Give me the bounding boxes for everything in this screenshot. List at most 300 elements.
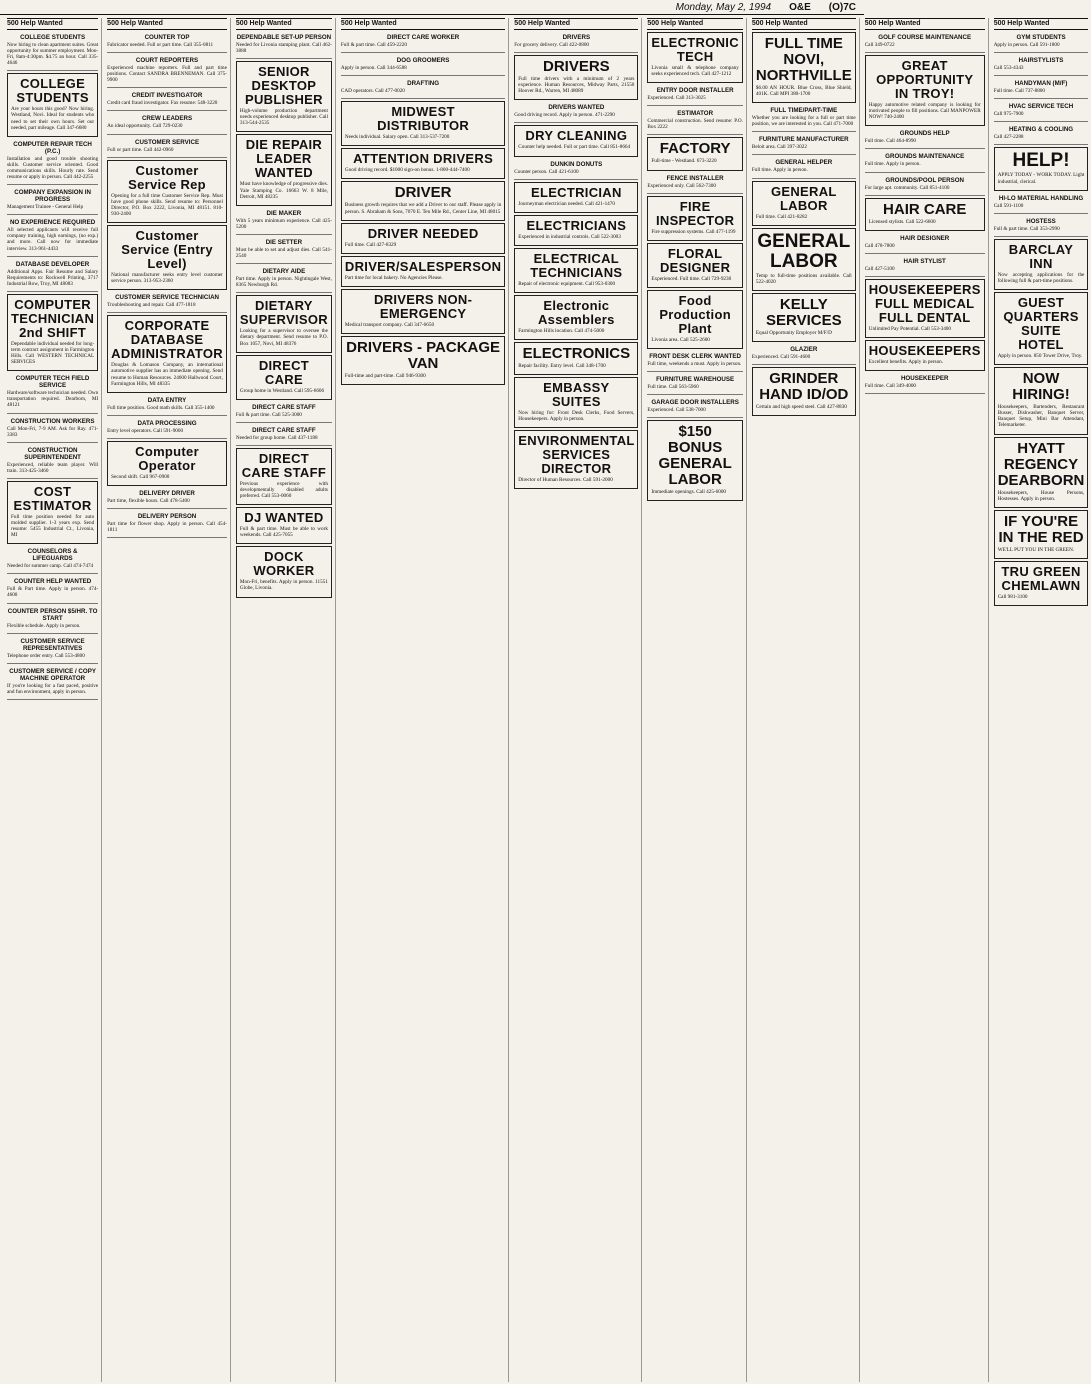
ad-headline: DRIVERS bbox=[562, 34, 591, 41]
classified-ad bbox=[865, 373, 985, 394]
classified-ad bbox=[994, 78, 1089, 99]
classified-ad bbox=[647, 374, 743, 395]
ad-body: Counter help needed. Full or part time. Call 851-8664 bbox=[518, 144, 631, 151]
ad-body: Experienced. Call 313-3025 bbox=[647, 95, 706, 102]
classified-ad bbox=[236, 295, 332, 352]
ad-headline: DRY CLEANING bbox=[525, 128, 628, 144]
ad-headline: COMPUTER REPAIR TECH (P.C.) bbox=[13, 140, 92, 155]
ad-body: Now hiring to clean apartment suites. Great opportunity for summer employment. Mon-Fri, 8am-4:30pm. $4.75 an hour. Call 335-4646 bbox=[7, 42, 99, 67]
ad-body: Now accepting applications for the following full & part-time positions. bbox=[997, 271, 1085, 284]
ad-body: Full & Part time. Apply in person. 474-4600 bbox=[7, 586, 99, 599]
classified-ad bbox=[7, 217, 98, 256]
ad-headline: MIDWEST DISTRIBUTOR bbox=[377, 104, 470, 134]
ad-body: Dependable individual needed for long-term contract assignment in Farmington Hills. Call WESTERN TECHNICAL SERVICES bbox=[11, 340, 95, 366]
ad-body: Experienced. Call 591-4600 bbox=[751, 353, 811, 360]
ad-body: Hardware/software technician needed. Own transportation required. Dearborn, MI 48121 bbox=[7, 390, 99, 409]
ad-headline: CREDIT INVESTIGATOR bbox=[131, 92, 203, 100]
classified-ad bbox=[7, 666, 98, 700]
ad-body: Opening for a full time Customer Service Rep. Must have good phone skills. Send resume to: Personnel Director, P.O. Box 2222, Livonia, MI 48151. 810-930-2400 bbox=[111, 192, 223, 217]
ad-headline: HELP! bbox=[1012, 150, 1070, 172]
ad-body: Mon-Fri, benefits. Apply in person. 11551 Globe, Livonia. bbox=[239, 579, 328, 592]
ad-headline: DATABASE DEVELOPER bbox=[15, 260, 90, 268]
ad-headline: Food Production Plant bbox=[659, 292, 731, 336]
ad-body: Are your hours this good? Now hiring. Westland, Novi. Ideal for students who need to set their own hours. Set our needed, part mileage. Call 347-6680 bbox=[11, 106, 95, 131]
ad-headline: COMPANY EXPANSION IN PROGRESS bbox=[14, 189, 91, 204]
classified-ad bbox=[865, 198, 985, 231]
classified-ad bbox=[514, 182, 638, 213]
ad-body: Full time, weekends a must. Apply in person. bbox=[647, 360, 742, 367]
ad-body: Full time. Call 427-8329 bbox=[344, 241, 397, 248]
classified-ad bbox=[514, 342, 638, 375]
ad-headline: HOSTESS bbox=[1026, 217, 1056, 225]
classified-ad bbox=[647, 108, 743, 135]
classified-ad bbox=[865, 279, 985, 338]
classified-ad bbox=[341, 289, 505, 334]
ad-headline: BARCLAY INN bbox=[1008, 241, 1074, 271]
ad-body: Full & part time. Call 353-2990 bbox=[993, 225, 1060, 232]
ad-headline: DIRECT CARE STAFF bbox=[252, 403, 316, 411]
ad-headline: HANDYMAN (M/F) bbox=[1014, 80, 1068, 88]
classified-ad bbox=[514, 295, 638, 340]
classified-ad bbox=[994, 510, 1089, 559]
ad-body: Housekeepers, House Persons, Hostesses. Apply in person. bbox=[997, 489, 1085, 502]
classified-ad bbox=[107, 315, 227, 392]
ad-headline: ELECTRICAL TECHNICIANS bbox=[530, 250, 623, 280]
ad-body: Apply in person. Call 591-1800 bbox=[993, 42, 1060, 48]
classified-ad bbox=[865, 233, 985, 254]
classified-ad bbox=[7, 445, 98, 479]
classified-column bbox=[862, 18, 989, 1382]
classified-ad bbox=[647, 32, 743, 83]
ad-body: APPLY TODAY - WORK TODAY. Light industrial, clerical. bbox=[997, 172, 1085, 185]
ad-body: Needed for group home. Call 437-1188 bbox=[235, 434, 318, 441]
ad-headline: ELECTRICIANS bbox=[526, 217, 627, 233]
ad-body: High-volume production department needs experienced desktop publisher. Call 313-544-2535 bbox=[239, 108, 328, 127]
ad-headline: Computer Operator bbox=[135, 443, 199, 473]
ad-body: If you're looking for a fast paced, positive and fun environment, apply in person. bbox=[7, 682, 99, 695]
ad-body: Good driving record. Apply in person. 471-2290 bbox=[514, 112, 615, 119]
masthead-page-number: (O)7C bbox=[828, 1, 856, 13]
ad-body: Director of Human Resources. Call 591-2000 bbox=[518, 477, 613, 484]
classified-ad bbox=[514, 55, 638, 100]
ad-headline: DOCK WORKER bbox=[253, 549, 315, 579]
ad-headline: COST ESTIMATOR bbox=[13, 483, 92, 513]
classified-ad bbox=[236, 546, 332, 597]
ad-headline: ESTIMATOR bbox=[677, 110, 714, 118]
category-heading: 500 Help Wanted bbox=[752, 18, 856, 30]
classified-ad bbox=[752, 344, 856, 365]
ad-headline: GARAGE DOOR INSTALLERS bbox=[651, 399, 739, 407]
classified-ad bbox=[865, 128, 985, 149]
ad-body: Full time drivers with a minimum of 2 years experience. Human Resources, Midway Parts, 21550 Hoover Rd., Warren, MI 48089 bbox=[518, 76, 635, 95]
ad-headline: $150 BONUS GENERAL LABOR bbox=[658, 423, 732, 489]
category-heading: 500 Help Wanted bbox=[236, 18, 332, 30]
ad-body: Installation and good trouble shooting skills. Customer service oriented. Good communications skills. Hourly rate. Send resume or apply in person. Call 442-2255 bbox=[7, 155, 99, 181]
classified-ad bbox=[514, 215, 638, 246]
ad-body: Immediate openings. Call 425-6000 bbox=[651, 489, 727, 496]
classified-ad bbox=[752, 181, 856, 226]
ad-headline: ELECTRONICS bbox=[522, 345, 631, 363]
ad-body: With 5 years minimum experience. Call 425-5200 bbox=[235, 217, 332, 230]
ad-body: Counter person. Call 421-6100 bbox=[514, 168, 579, 175]
classified-ad bbox=[865, 151, 985, 172]
ad-headline: IF YOU'RE IN THE RED bbox=[998, 512, 1084, 546]
ad-headline: DRAFTING bbox=[407, 80, 440, 88]
ad-body: Full time. Call 421-8282 bbox=[755, 213, 808, 220]
ad-headline: ELECTRONIC TECH bbox=[651, 35, 739, 64]
ad-headline: GENERAL LABOR bbox=[770, 183, 837, 213]
classified-column bbox=[511, 18, 642, 1382]
ad-headline: COMPUTER TECH FIELD SERVICE bbox=[15, 375, 90, 390]
ad-body: Repair of electronic equipment. Call 953-0300 bbox=[518, 280, 616, 287]
ad-body: For grocery delivery. Call 422-0800 bbox=[514, 42, 590, 48]
ad-body: An ideal opportunity. Call 729-0230 bbox=[107, 123, 183, 130]
ad-headline: DRIVERS bbox=[543, 58, 610, 76]
ad-body: Previous experience with developmentally disabled adults preferred. Call 553-0060 bbox=[239, 480, 328, 500]
ad-body: CAD operators. Call 477-0020 bbox=[340, 88, 405, 95]
ad-headline: HOUSEKEEPER bbox=[900, 375, 949, 383]
ad-headline: HI-LO MATERIAL HANDLING bbox=[998, 194, 1084, 202]
ad-body: Licensed stylists. Call 522-6600 bbox=[868, 218, 936, 225]
ad-body: Full time. Call 464-8990 bbox=[864, 138, 917, 145]
classified-column bbox=[338, 18, 509, 1382]
masthead-date: Monday, May 2, 1994 bbox=[675, 1, 772, 13]
ad-headline: ELECTRICIAN bbox=[530, 184, 622, 200]
ad-body: Journeyman electrician needed. Call 421-1470 bbox=[518, 200, 615, 207]
category-heading: 500 Help Wanted bbox=[341, 18, 505, 30]
ad-body: Apply in person. 850 Tower Drive, Troy. bbox=[997, 353, 1083, 360]
category-heading: 500 Help Wanted bbox=[107, 18, 227, 30]
classified-column bbox=[644, 18, 747, 1382]
ad-body: Livonia area. Call 525-2600 bbox=[651, 336, 710, 343]
ad-headline: HYATT REGENCY DEARBORN bbox=[997, 439, 1085, 489]
ad-headline: GYM STUDENTS bbox=[1016, 34, 1066, 41]
ad-headline: Customer Service Rep bbox=[128, 162, 206, 192]
ad-body: Equal Opportunity Employer M/F/D bbox=[755, 329, 832, 336]
ad-headline: DIE REPAIR LEADER WANTED bbox=[245, 137, 323, 181]
classified-ad bbox=[236, 32, 332, 59]
classified-ad bbox=[107, 488, 227, 509]
ad-body: Full time. Call 737-8800 bbox=[993, 88, 1045, 95]
ad-headline: COUNSELORS & LIFEGUARDS bbox=[27, 548, 78, 563]
classified-ad bbox=[341, 32, 505, 53]
ad-body: Looking for a supervisor to oversee the dietary department. Send resume to P.O. Box 1057, Novi, MI 48376 bbox=[239, 328, 328, 347]
classified-ad bbox=[647, 420, 743, 501]
ad-body: Telephone order entry. Call 553-4800 bbox=[7, 652, 85, 659]
classified-ad bbox=[647, 137, 743, 170]
classified-ad bbox=[994, 561, 1089, 606]
ad-body: Part time for local bakery. No Agencies Please. bbox=[344, 274, 443, 281]
classified-ad bbox=[107, 113, 227, 134]
ad-body: Full time. Call 563-5960 bbox=[647, 384, 699, 391]
classified-columns bbox=[4, 18, 1085, 1382]
ad-headline: CREW LEADERS bbox=[141, 115, 193, 123]
classified-ad bbox=[7, 636, 98, 664]
ad-body: Full time. Apply in person. bbox=[864, 161, 921, 168]
ad-headline: COUNTER PERSON $5/HR. TO START bbox=[7, 607, 98, 622]
masthead bbox=[0, 0, 864, 15]
ad-body: WE'LL PUT YOU IN THE GREEN. bbox=[997, 546, 1075, 553]
ad-headline: GRINDER HAND ID/OD bbox=[759, 370, 849, 404]
ad-headline: FURNITURE WAREHOUSE bbox=[656, 376, 735, 384]
ad-headline: NO EXPERIENCE REQUIRED bbox=[9, 219, 96, 227]
ad-headline: FENCE INSTALLER bbox=[666, 174, 724, 182]
ad-body: Additional Apps. Fair Resume and Salary Requirements to: Rockwell Printing, 3717 Industrial Row, Troy, MI 48083 bbox=[7, 268, 99, 287]
classified-ad bbox=[341, 181, 505, 220]
ad-headline: FULL TIME NOVI, NORTHVILLE bbox=[755, 35, 852, 84]
ad-body: Credit card fraud investigator. Fax resume: 548-3220 bbox=[107, 100, 218, 107]
classified-ad bbox=[107, 511, 227, 538]
classified-ad bbox=[341, 336, 505, 385]
classified-ad bbox=[341, 78, 505, 99]
ad-headline: EMBASSY SUITES bbox=[543, 380, 610, 410]
ad-headline: DATA PROCESSING bbox=[137, 419, 197, 427]
ad-body: Fire suppression systems. Call 477-1199 bbox=[651, 228, 736, 235]
classified-ad bbox=[865, 175, 985, 196]
ad-body: Beloit area. Call 397-3022 bbox=[751, 144, 807, 151]
category-heading: 500 Help Wanted bbox=[647, 18, 743, 30]
classified-ad bbox=[341, 148, 505, 179]
classified-ad bbox=[236, 507, 332, 544]
ad-body: Whether you are looking for a full or part time position, we are interested in you. Call 471-7000 bbox=[751, 115, 856, 128]
ad-headline: HAIR STYLIST bbox=[903, 257, 946, 265]
ad-headline: DELIVERY DRIVER bbox=[139, 489, 195, 497]
ad-headline: GROUNDS/POOL PERSON bbox=[885, 176, 965, 184]
category-heading: 500 Help Wanted bbox=[7, 18, 98, 30]
ad-headline: TRU GREEN CHEMLAWN bbox=[1001, 563, 1081, 593]
ad-headline: GUEST QUARTERS SUITE HOTEL bbox=[1003, 295, 1079, 353]
ad-body: For large apt. community. Call 851-4100 bbox=[864, 184, 950, 191]
classified-ad bbox=[994, 292, 1089, 365]
ad-body: Call 349-0722 bbox=[864, 42, 895, 48]
classified-ad bbox=[647, 290, 743, 349]
ad-body: Part time, flexible hours. Call 478-5400 bbox=[107, 497, 190, 504]
ad-body: Business growth requires that we add a Driver to our staff. Please apply in person. S. Abraham & Sons, 7070 E. Ten Mile Rd., Center Line, MI 48015 bbox=[344, 202, 502, 215]
ad-headline: GOLF COURSE MAINTENANCE bbox=[878, 34, 972, 41]
ad-headline: FULL TIME/PART-TIME bbox=[770, 107, 838, 115]
ad-body: Experienced. Call 538-7000 bbox=[647, 407, 706, 414]
ad-headline: DIE MAKER bbox=[266, 209, 302, 217]
classified-ad bbox=[514, 248, 638, 293]
ad-headline: HOUSEKEEPERS FULL MEDICAL FULL DENTAL bbox=[868, 281, 981, 325]
ad-body: Medical transport company. Call 347-6650 bbox=[344, 321, 435, 328]
classified-ad bbox=[7, 576, 98, 603]
ad-headline: CUSTOMER SERVICE TECHNICIAN bbox=[115, 294, 220, 302]
classified-ad bbox=[7, 546, 98, 574]
ad-body: Repair facility. Entry level. Call 348-1700 bbox=[518, 363, 606, 370]
ad-body: Call 427-5100 bbox=[864, 265, 895, 272]
ad-body: Flexible schedule. Apply in person. bbox=[7, 622, 81, 629]
ad-body: Apply in person. Call 344-6588 bbox=[340, 65, 407, 72]
ad-headline: CONSTRUCTION WORKERS bbox=[10, 417, 95, 425]
ad-headline: DIRECT CARE bbox=[258, 357, 310, 387]
ad-headline: ENVIRONMENTAL SERVICES DIRECTOR bbox=[518, 433, 635, 477]
classified-ad bbox=[7, 73, 98, 136]
ad-headline: GENERAL HELPER bbox=[775, 159, 833, 167]
ad-headline: DIE SETTER bbox=[265, 238, 303, 246]
ad-headline: DATA ENTRY bbox=[147, 396, 187, 404]
ad-headline: DIRECT CARE STAFF bbox=[241, 450, 327, 480]
ad-body: Full & part time. Must be able to work weekends. Call 425-7055 bbox=[239, 526, 328, 539]
classified-ad bbox=[107, 32, 227, 53]
ad-headline: FRONT DESK CLERK WANTED bbox=[649, 352, 742, 360]
classified-ad bbox=[341, 101, 505, 146]
classified-ad bbox=[107, 55, 227, 88]
ad-body: Management Trainee - General Help bbox=[7, 204, 84, 211]
ad-headline: DRIVER bbox=[394, 184, 452, 202]
ad-headline: DOG GROOMERS bbox=[396, 57, 450, 65]
classified-ad bbox=[107, 137, 227, 158]
classified-ad bbox=[107, 225, 227, 290]
ad-body: $6.00 AN HOUR. Blue Cross, Blue Shield, 401K. Call MPI 380-1700 bbox=[755, 85, 852, 98]
classified-ad bbox=[994, 216, 1089, 237]
classified-ad bbox=[647, 196, 743, 241]
classified-ad bbox=[994, 147, 1089, 190]
ad-body: Call 981-3100 bbox=[997, 593, 1028, 600]
ad-headline: CUSTOMER SERVICE REPRESENTATIVES bbox=[20, 637, 85, 652]
ad-headline: CUSTOMER SERVICE bbox=[135, 138, 200, 146]
classified-ad bbox=[236, 208, 332, 235]
ad-headline: FURNITURE MANUFACTURER bbox=[758, 136, 849, 144]
classified-ad bbox=[107, 441, 227, 486]
classified-ad bbox=[107, 395, 227, 416]
classified-ad bbox=[7, 32, 98, 71]
ad-body: Happy automotive related company is looking for motivated people to fill positions. Call MANPOWER NOW! 740-2400 bbox=[868, 102, 981, 121]
ad-headline: GROUNDS MAINTENANCE bbox=[885, 153, 965, 161]
ad-headline: HVAC SERVICE TECH bbox=[1008, 103, 1074, 111]
ad-headline: DRIVERS NON-EMERGENCY bbox=[374, 291, 473, 321]
classified-ad bbox=[341, 55, 505, 76]
ad-body: Experienced only. Call 562-7300 bbox=[647, 182, 716, 189]
classified-ad bbox=[107, 90, 227, 111]
ad-headline: DIRECT CARE STAFF bbox=[252, 426, 316, 434]
classified-ad bbox=[752, 105, 856, 132]
ad-body: National manufacturer seeks entry level customer service person. 313-953-2360 bbox=[111, 272, 223, 285]
ad-headline: DJ WANTED bbox=[244, 510, 324, 526]
classified-ad bbox=[236, 266, 332, 293]
classified-ad bbox=[236, 448, 332, 505]
ad-body: Housekeepers, Bartenders, Restaurant Busser, Dishwasher, Banquet Server, Banquet Setup, Mini Bar Attendant, Telemarketer. bbox=[997, 404, 1085, 429]
classified-column bbox=[104, 18, 231, 1382]
category-heading: 500 Help Wanted bbox=[865, 18, 985, 30]
classified-ad bbox=[994, 193, 1089, 214]
classified-ad bbox=[514, 102, 638, 123]
classified-column bbox=[233, 18, 336, 1382]
ad-headline: KELLY SERVICES bbox=[766, 295, 842, 329]
ad-headline: DRIVERS WANTED bbox=[548, 104, 605, 112]
masthead-section: O&E bbox=[789, 1, 811, 13]
ad-headline: HAIR DESIGNER bbox=[900, 234, 950, 242]
ad-headline: DUNKIN DONUTS bbox=[550, 160, 603, 168]
ad-headline: COURT REPORTERS bbox=[135, 57, 199, 65]
classified-ad bbox=[7, 373, 98, 413]
classified-ad bbox=[107, 292, 227, 313]
classified-ad bbox=[7, 606, 98, 634]
ad-headline: FACTORY bbox=[659, 140, 731, 158]
classified-ad bbox=[752, 293, 856, 342]
ad-body: Excellent benefits. Apply in person. bbox=[868, 359, 944, 366]
category-heading: 500 Help Wanted bbox=[514, 18, 638, 30]
classified-ad bbox=[236, 237, 332, 264]
classified-ad bbox=[752, 134, 856, 155]
ad-headline: DEPENDABLE SET-UP PERSON bbox=[236, 34, 332, 41]
ad-headline: HAIRSTYLISTS bbox=[1018, 57, 1064, 65]
classified-ad bbox=[752, 32, 856, 103]
classified-ad bbox=[236, 134, 332, 205]
ad-body: Troubleshooting and repair. Call 477-1818 bbox=[107, 302, 196, 309]
ad-headline: GENERAL LABOR bbox=[757, 230, 851, 272]
ad-body: Experienced. Full time. Call 729-9230 bbox=[651, 275, 732, 282]
ad-headline: DRIVERS - PACKAGE VAN bbox=[346, 338, 501, 372]
ad-headline: HOUSEKEEPERS bbox=[868, 343, 981, 359]
ad-headline: CONSTRUCTION SUPERINTENDENT bbox=[24, 446, 81, 461]
ad-body: Full time position. Good math skills. Call 355-1400 bbox=[107, 404, 215, 411]
classified-ad bbox=[7, 187, 98, 215]
classified-ad bbox=[236, 425, 332, 446]
ad-body: Full time position needed for auto molded supplier. 1-3 years exp. Send resume: 5455 Industrial Ct., Livonia, MI bbox=[11, 513, 95, 539]
classified-ad bbox=[865, 256, 985, 277]
classified-ad bbox=[514, 32, 638, 53]
ad-headline: COUNTER HELP WANTED bbox=[13, 578, 92, 586]
ad-body: Full & part time. Call 525-3000 bbox=[235, 411, 302, 418]
ad-body: Must have knowledge of progressive dies. Yale Stamping Co. 16663 W. 8 Mile, Detroit, MI 48235 bbox=[239, 181, 328, 200]
ad-headline: DELIVERY PERSON bbox=[137, 513, 197, 521]
ad-body: Call 553-4343 bbox=[993, 65, 1024, 72]
ad-body: Douglas & Lomason Company, an international automotive supplier has an immediate opening. Send resume to Human Resources. 24600 Hallwood Court, Farmington Hills, MI 48335 bbox=[111, 362, 223, 387]
classified-ad bbox=[994, 239, 1089, 290]
ad-body: Must be able to set and adjust dies. Call 541-2540 bbox=[235, 246, 332, 260]
ad-headline: SENIOR DESKTOP PUBLISHER bbox=[245, 64, 323, 108]
ad-body: Farmington Hills location. Call 474-5000 bbox=[518, 327, 605, 334]
ad-body: Fabricator needed. Full or part time. Call 355-0811 bbox=[107, 42, 214, 48]
ad-headline: GLAZIER bbox=[790, 345, 818, 353]
classified-ad bbox=[107, 160, 227, 223]
classified-column bbox=[4, 18, 102, 1382]
classified-ad bbox=[514, 430, 638, 489]
classified-ad bbox=[647, 351, 743, 372]
ad-body: Experienced in industrial controls. Call 522-3003 bbox=[518, 233, 621, 240]
ad-headline: HEATING & COOLING bbox=[1008, 126, 1074, 134]
classified-ad bbox=[236, 402, 332, 423]
ad-headline: GREAT OPPORTUNITY IN TROY! bbox=[876, 58, 974, 102]
classified-ad bbox=[107, 418, 227, 439]
classified-ad bbox=[647, 85, 743, 106]
ad-body: Livonia small & telephone company seeks experienced tech. Call 427-1212 bbox=[651, 65, 739, 78]
ad-headline: GROUNDS HELP bbox=[899, 130, 950, 138]
ad-headline: DIRECT CARE WORKER bbox=[387, 34, 460, 41]
ad-headline: DIETARY SUPERVISOR bbox=[239, 298, 328, 328]
ad-body: Second shift. Call 967-0900 bbox=[111, 473, 170, 480]
ad-headline: COLLEGE STUDENTS bbox=[16, 76, 89, 106]
ad-headline: FLORAL DESIGNER bbox=[659, 245, 731, 275]
classified-ad bbox=[7, 139, 98, 185]
classified-ad bbox=[865, 32, 985, 53]
classified-ad bbox=[341, 223, 505, 254]
classified-ad bbox=[7, 481, 98, 544]
ad-body: Full or part time. Call 442-0960 bbox=[107, 146, 174, 153]
ad-body: Experienced, reliable team player. Will train. 313-425-3460 bbox=[7, 461, 99, 474]
classified-ad bbox=[752, 367, 856, 416]
classified-ad bbox=[514, 377, 638, 428]
ad-body: Part time for flower shop. Apply in person. Call 454-1811 bbox=[107, 521, 227, 534]
classified-ad bbox=[514, 159, 638, 180]
ad-body: Commercial construction. Send resume: P.O. Box 2222 bbox=[647, 118, 743, 131]
ad-headline: CUSTOMER SERVICE / COPY MACHINE OPERATOR bbox=[9, 667, 96, 682]
ad-headline: ENTRY DOOR INSTALLER bbox=[656, 87, 734, 95]
ad-headline: CORPORATE DATABASE ADMINISTRATOR bbox=[111, 318, 223, 362]
ad-body: Call 478-7800 bbox=[864, 242, 895, 249]
classified-ad bbox=[994, 367, 1089, 434]
